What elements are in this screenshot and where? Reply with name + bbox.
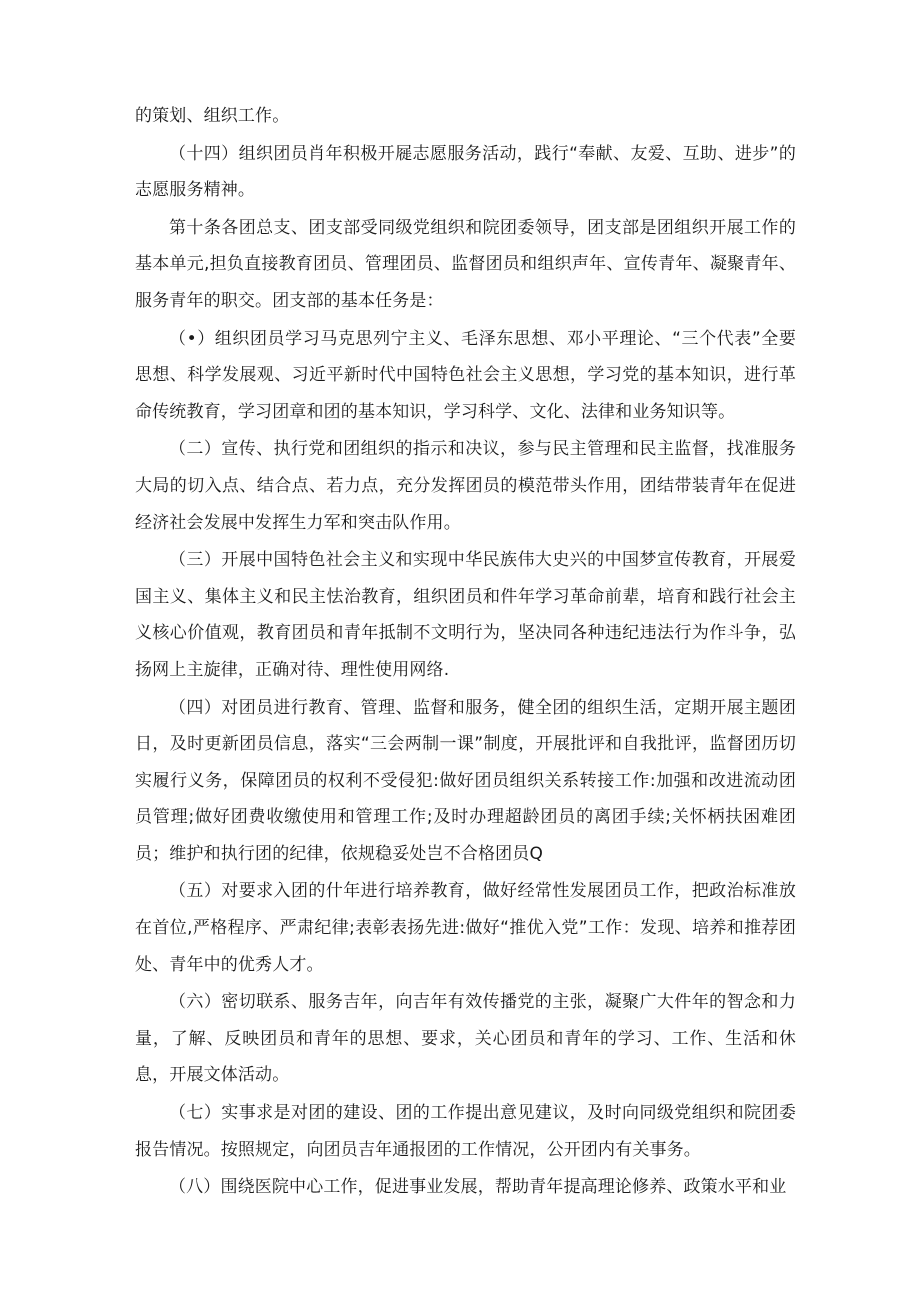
document-body [135,98,796,1207]
paragraph-continuation: 的策划、组织工作。 [135,106,290,126]
paragraph-item-7: （七）实事求是对团的建设、团的工作提出意见建议，及时向同级党组织和院团委报告情况。按照规定，向团员吉年通报团的工作情况，公开团内有关事务。 [135,1103,796,1160]
paragraph-item-4: （四）对团员进行教育、管理、监督和服务，健全团的组织生活，定期开展主题团日，及时更新团员信息，落实“三会两制一课”制度，开展批评和自我批评，监督团历切实履行义务，保障团员的权利不受侵犯:做好团员组织关系转接工作:加强和改进流动团员管理;做好团费收缴使用和管理工作;及时办理超龄团员的离团手续;关怀柄扶困难团员；维护和执行团的纪律，依规稳妥处岂不合格团员Q [135,697,796,864]
paragraph-item-3: （三）开展中国特色社会主义和实现中华民族伟大史兴的中国梦宣传教育，开展爱国主义、集体主义和民主怯治教育，组织团员和件年学习革命前辈，培育和践行社会主义核心价值观，教育团员和青年抵制不文明行为，坚决同各种违纪违法行为作斗争，弘扬网上主旋律，正确对待、理性使用网络. [135,550,796,680]
paragraph-item-1: （•）组织团员学习马克思列宁主义、毛泽东思想、邓小平理论、“三个代表”全要思想、科学发展观、习近平新时代中国特色社会主义思想，学习党的基本知识，进行革命传统教育，学习团章和团的基本知识，学习科学、文化、法律和业务知识等。 [135,328,796,422]
paragraph-article-10: 第十条各团总支、团支部受同级党组织和院团委领导，团支部是团组织开展工作的基本单元,担负直接教育团员、管理团员、监督团员和组织声年、宣传青年、凝聚青年、服务青年的职交。团支部的基本任务是： [135,217,796,311]
paragraph-item-5: （五）对要求入团的什年进行培养教育，做好经常性发展团员工作，把政治标准放在首位,严格程序、严肃纪律;表彰表扬先进:做好“推优入党”工作：发现、培养和推荐团处、青年中的优秀人才。 [135,881,796,975]
paragraph-item-8: （八）围绕医院中心工作，促进事业发展，帮助青年提高理论修养、政策水平和业 [169,1177,787,1198]
paragraph-item-6: （六）密切联系、服务吉年，向吉年有效传播党的主张，凝聚广大件年的智念和力量，了解、反映团员和青年的思想、要求，关心团员和青年的学习、工作、生活和休息，开展文体活动。 [135,992,796,1086]
paragraph-item-14: （十四）组织团员肖年积极开屣志愿服务活动，践行“奉献、友爱、互助、进步”的志愿服务精神。 [135,143,796,201]
paragraph-item-2: （二）宣传、执行党和团组织的指示和决议，参与民主管理和民主监督，找准服务大局的切入点、结合点、若力点，充分发挥团员的模范带头作用，团结带装青年在促进经济社会发展中发挥生力军和突击队作用。 [135,439,796,533]
